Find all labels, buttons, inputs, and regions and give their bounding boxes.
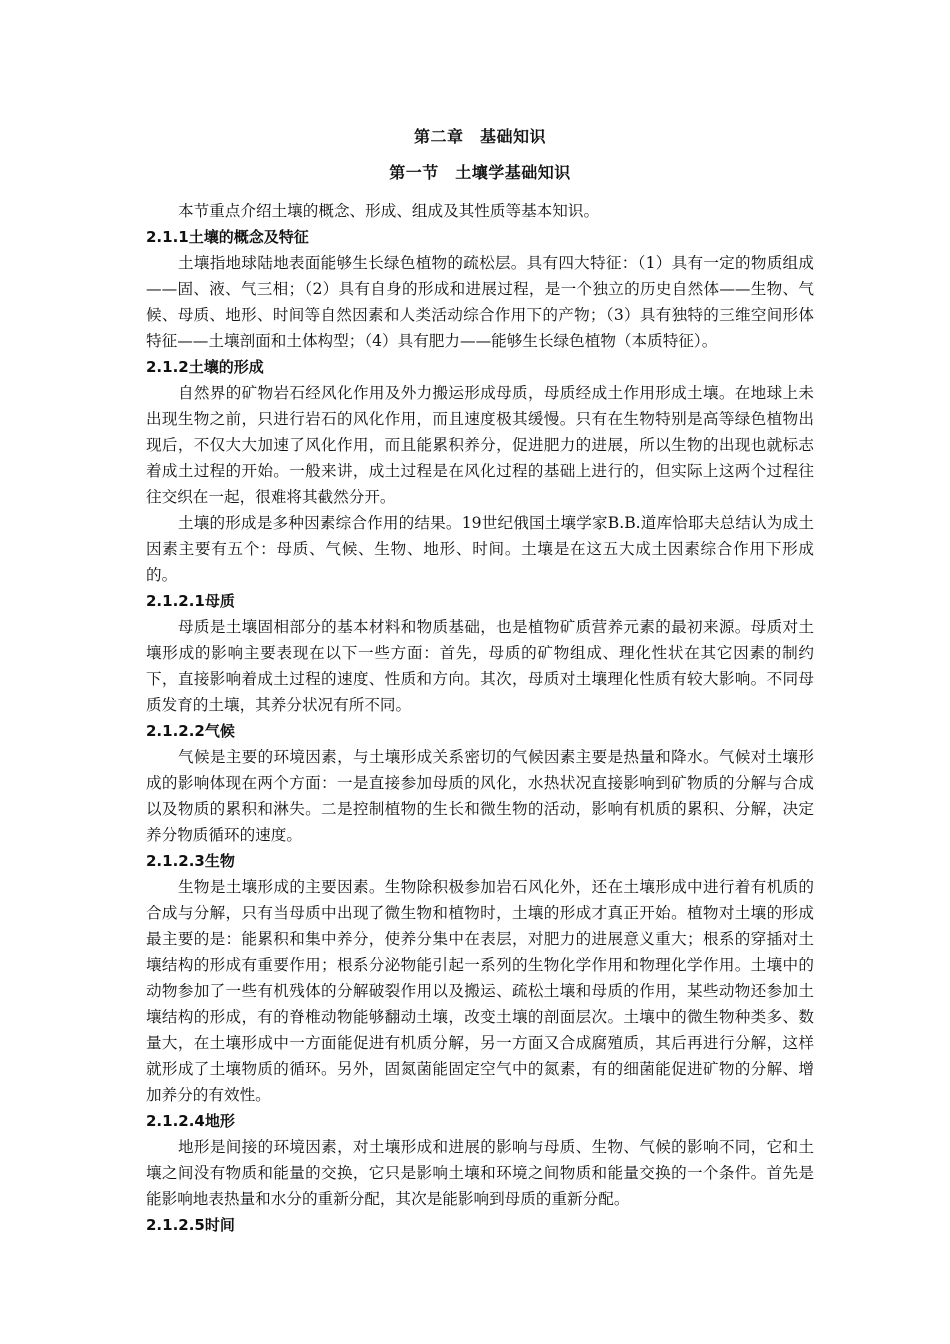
- paragraph-organisms: 生物是土壤形成的主要因素。生物除积极参加岩石风化外，还在土壤形成中进行着有机质的合成与分解，只有当母质中出现了微生物和植物时，土壤的形成才真正开始。植物对土壤的形成最主要的是：能累积和集中养分，使养分集中在表层，对肥力的进展意义重大；根系的穿插对土壤结构的形成有重要作用；根系分泌物能引起一系列的生物化学作用和物理化学作用。土壤中的动物参加了一些有机残体的分解破裂作用以及搬运、疏松土壤和母质的作用，某些动物还参加土壤结构的形成，有的脊椎动物能够翻动土壤，改变土壤的剖面层次。土壤中的微生物种类多、数量大，在土壤形成中一方面能促进有机质分解，另一方面又合成腐殖质，其后再进行分解，这样就形成了土壤物质的循环。另外，固氮菌能固定空气中的氮素，有的细菌能促进矿物的分解、增加养分的有效性。: [146, 878, 814, 1104]
- paragraph-soil-formation-2: 土壤的形成是多种因素综合作用的结果。19世纪俄国土壤学家B.B.道库恰耶夫总结认为成土因素主要有五个：母质、气候、生物、地形、时间。土壤是在这五大成土因素综合作用下形成的。: [146, 514, 814, 584]
- paragraph-soil-concept: 土壤指地球陆地表面能够生长绿色植物的疏松层。具有四大特征：（1）具有一定的物质组成——固、液、气三相；（2）具有自身的形成和进展过程，是一个独立的历史自然体——生物、气候、母质、地形、时间等自然因素和人类活动综合作用下的产物；（3）具有独特的三维空间形体特征——土壤剖面和土体构型；（4）具有肥力——能够生长绿色植物（本质特征）。: [146, 254, 814, 350]
- heading-2-1-2-5: 2.1.2.5时间: [146, 1216, 235, 1234]
- heading-2-1-2-1: 2.1.2.1母质: [146, 592, 235, 610]
- paragraph-parent-material: 母质是土壤固相部分的基本材料和物质基础，也是植物矿质营养元素的最初来源。母质对土壤形成的影响主要表现在以下一些方面：首先，母质的矿物组成、理化性状在其它因素的制约下，直接影响着成土过程的速度、性质和方向。其次，母质对土壤理化性质有较大影响。不同母质发育的土壤，其养分状况有所不同。: [146, 618, 814, 714]
- paragraph-soil-formation-1: 自然界的矿物岩石经风化作用及外力搬运形成母质，母质经成土作用形成土壤。在地球上未出现生物之前，只进行岩石的风化作用，而且速度极其缓慢。只有在生物特别是高等绿色植物出现后，不仅大大加速了风化作用，而且能累积养分，促进肥力的进展，所以生物的出现也就标志着成土过程的开始。一般来讲，成土过程是在风化过程的基础上进行的，但实际上这两个过程往往交织在一起，很难将其截然分开。: [146, 384, 814, 506]
- paragraph-topography: 地形是间接的环境因素，对土壤形成和进展的影响与母质、生物、气候的影响不同，它和土壤之间没有物质和能量的交换，它只是影响土壤和环境之间物质和能量交换的一个条件。首先是能影响地表热量和水分的重新分配，其次是能影响到母质的重新分配。: [146, 1138, 814, 1208]
- heading-2-1-2-4: 2.1.2.4地形: [146, 1112, 235, 1130]
- paragraph-climate: 气候是主要的环境因素，与土壤形成关系密切的气候因素主要是热量和降水。气候对土壤形成的影响体现在两个方面：一是直接参加母质的风化，水热状况直接影响到矿物质的分解与合成以及物质的累积和淋失。二是控制植物的生长和微生物的活动，影响有机质的累积、分解，决定养分物质循环的速度。: [146, 748, 814, 844]
- chapter-title: 第二章 基础知识: [413, 127, 546, 146]
- heading-2-1-1: 2.1.1土壤的概念及特征: [146, 228, 309, 246]
- document-page: [146, 124, 814, 1238]
- section-title: 第一节 土壤学基础知识: [389, 163, 571, 182]
- intro-paragraph: 本节重点介绍土壤的概念、形成、组成及其性质等基本知识。: [178, 202, 600, 220]
- heading-2-1-2: 2.1.2土壤的形成: [146, 358, 264, 376]
- heading-2-1-2-3: 2.1.2.3生物: [146, 852, 235, 870]
- heading-2-1-2-2: 2.1.2.2气候: [146, 722, 235, 740]
